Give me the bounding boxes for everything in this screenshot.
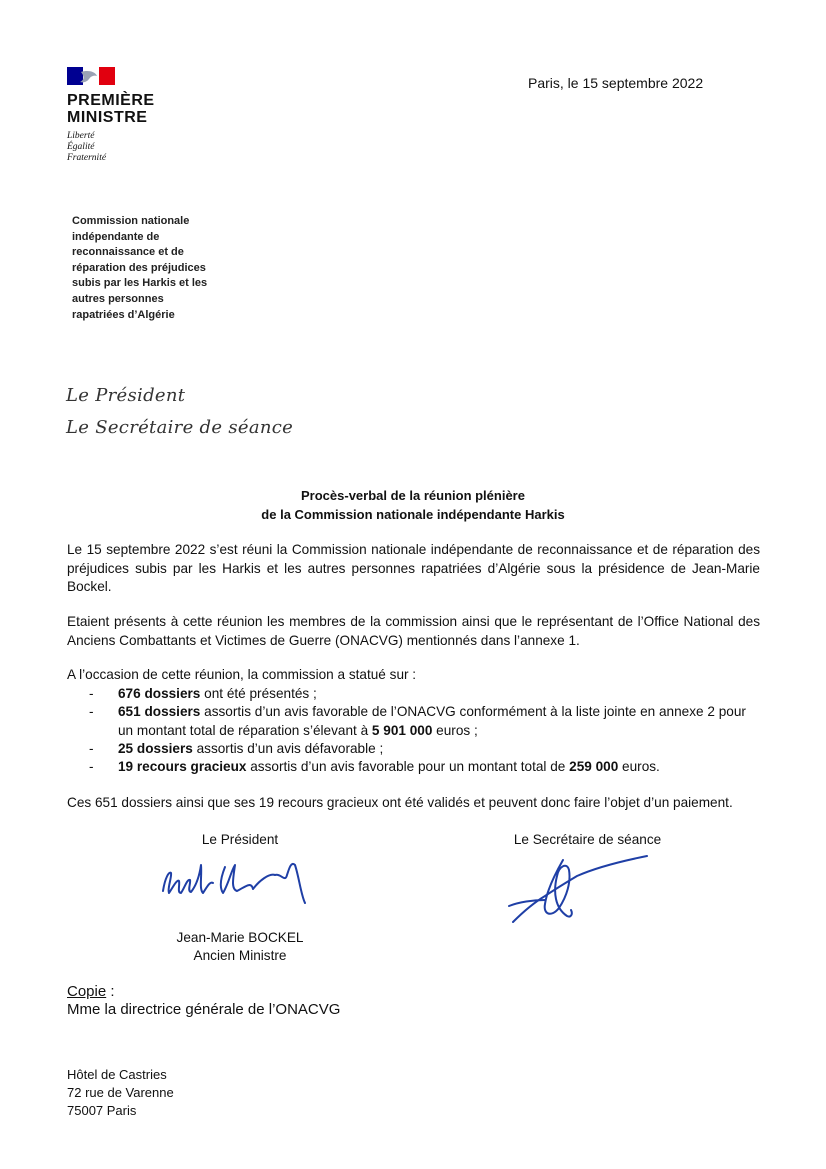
item-text: assortis d’un avis favorable de l’ONACVG conformément à la liste jointe en annexe 2 pour un montant total de réparation s’élevant à bbox=[118, 704, 746, 738]
motto-line: Égalité bbox=[67, 142, 95, 152]
script-header-secretaire: Le Secrétaire de séance bbox=[66, 417, 294, 438]
item-text-end: euros ; bbox=[432, 722, 478, 738]
commission-line: subis par les Harkis et les bbox=[72, 277, 208, 290]
item-bold: 676 dossiers bbox=[118, 686, 201, 701]
paragraph-conclusion: Ces 651 dossiers ainsi que ses 19 recours gracieux ont été validés et peuvent donc faire l’objet d’un paiement. bbox=[67, 795, 733, 810]
item-text-end: euros. bbox=[618, 759, 660, 775]
title-line2: de la Commission nationale indépendante Harkis bbox=[261, 507, 565, 522]
commission-line: indépendante de bbox=[72, 230, 160, 243]
signature-label-president: Le Président bbox=[201, 832, 279, 847]
paragraph-intro: Le 15 septembre 2022 s’est réuni la Commission nationale indépendante de reconnaissance et de réparation des préjudices subis par les Harkis et les autres personnes rapatriées d’Algérie sous la présidence de Jean-Marie Bockel. bbox=[67, 542, 760, 594]
item-bold: 651 dossiers bbox=[118, 704, 201, 720]
list-item bbox=[67, 740, 760, 758]
logo-title bbox=[67, 92, 155, 126]
address-block bbox=[67, 1066, 174, 1120]
item-bold: 19 recours gracieux bbox=[118, 759, 247, 775]
logo-title-line1: PREMIÈRE bbox=[67, 92, 155, 109]
commission-name-block bbox=[72, 214, 222, 323]
item-amount: 259 000 bbox=[569, 759, 619, 775]
marianne-flag-logo bbox=[67, 67, 115, 85]
title-line1: Procès-verbal de la réunion plénière bbox=[301, 488, 525, 503]
secretaire-signature bbox=[505, 852, 655, 930]
address-line: Hôtel de Castries bbox=[67, 1067, 167, 1082]
motto-line: Fraternité bbox=[67, 153, 107, 163]
item-text: assortis d’un avis défavorable ; bbox=[192, 740, 384, 756]
item-text: assortis d’un avis favorable pour un montant total de bbox=[246, 759, 570, 775]
copy-recipient: Mme la directrice générale de l’ONACVG bbox=[67, 1001, 341, 1018]
list-item bbox=[67, 703, 760, 740]
president-signature bbox=[155, 853, 325, 913]
copy-header bbox=[67, 983, 340, 1001]
commission-line: autres personnes bbox=[72, 292, 164, 305]
address-line: 75007 Paris bbox=[67, 1103, 137, 1118]
list-item bbox=[67, 758, 760, 776]
list-item bbox=[67, 685, 760, 703]
commission-line: réparation des préjudices bbox=[72, 261, 206, 274]
paragraph-decisions-intro: A l’occasion de cette réunion, la commission a statué sur : bbox=[67, 667, 417, 682]
signer-block bbox=[150, 929, 330, 964]
list-dash: - bbox=[89, 740, 94, 756]
item-text: ont été présentés ; bbox=[200, 686, 317, 701]
signer-name: Jean-Marie BOCKEL bbox=[176, 930, 304, 945]
signature-label-secretaire: Le Secrétaire de séance bbox=[513, 832, 662, 847]
item-bold: 25 dossiers bbox=[118, 740, 193, 756]
decisions-list bbox=[67, 685, 760, 776]
copy-label: Copie bbox=[67, 983, 107, 1000]
item-amount: 5 901 000 bbox=[371, 722, 433, 738]
motto-line: Liberté bbox=[67, 131, 95, 141]
address-line: 72 rue de Varenne bbox=[67, 1085, 174, 1100]
commission-line: reconnaissance et de bbox=[72, 246, 184, 259]
list-dash: - bbox=[89, 759, 94, 775]
signer-title: Ancien Ministre bbox=[193, 947, 287, 963]
document-date: Paris, le 15 septembre 2022 bbox=[528, 75, 704, 91]
logo-motto bbox=[67, 131, 106, 164]
copy-block bbox=[67, 983, 340, 1019]
copy-label-suffix: : bbox=[106, 983, 115, 1000]
paragraph-attendees: Etaient présents à cette réunion les membres de la commission ainsi que le représentant de l’Office National des Anciens Combattants et Victimes de Guerre (ONACVG) mentionnés dans l’annexe 1. bbox=[67, 614, 760, 648]
script-header-president: Le Président bbox=[66, 385, 186, 406]
document-title bbox=[0, 486, 826, 524]
list-dash: - bbox=[89, 686, 94, 701]
logo-title-line2: MINISTRE bbox=[67, 109, 148, 126]
commission-line: Commission nationale bbox=[72, 215, 190, 227]
list-dash: - bbox=[89, 704, 94, 720]
commission-line: rapatriées d’Algérie bbox=[72, 308, 175, 321]
